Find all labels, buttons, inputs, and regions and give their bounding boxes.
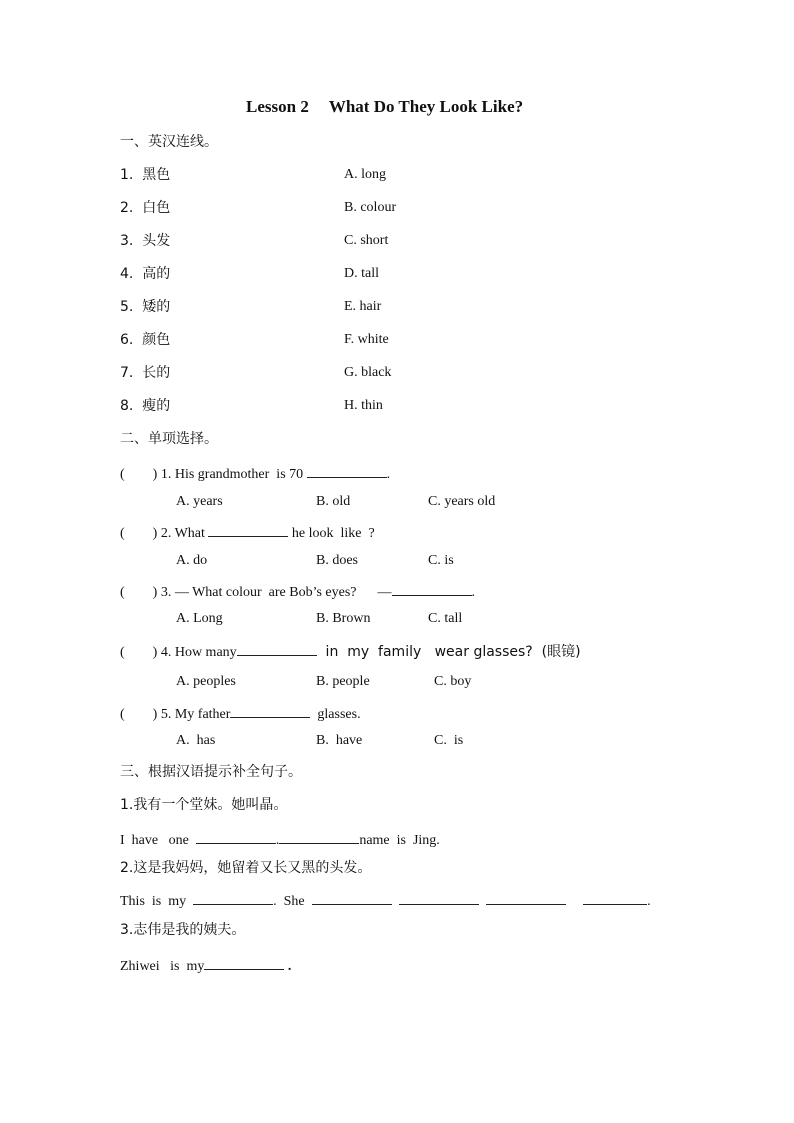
question-text-end: in my family wear glasses? (眼镜) — [316, 644, 581, 660]
question-text: 3. — What colour are Bob’s eyes? — — [160, 585, 392, 600]
fill-2-prompt: 2.这是我妈妈，她留着又长又黑的头发。 — [120, 860, 372, 876]
question-text-end: he look like ? — [288, 526, 375, 541]
mc-question-5 — [120, 703, 361, 724]
q1-option-a: A. years — [176, 494, 223, 509]
match-left-4: 4. 高的 — [120, 266, 171, 282]
mc-question-2 — [120, 522, 375, 543]
question-text: 1. His grandmother is 70 — [160, 467, 307, 482]
question-text: 4. How many — [160, 645, 237, 660]
fill-1-sentence — [120, 829, 440, 850]
answer-blank[interactable] — [399, 890, 479, 905]
match-right-d: D. tall — [344, 266, 379, 281]
sentence-text: Zhiwei is my — [120, 959, 205, 974]
mc-question-4 — [120, 641, 581, 662]
q3-option-a: A. Long — [176, 611, 223, 626]
match-left-7: 7. 长的 — [120, 365, 171, 381]
match-left-6: 6. 颜色 — [120, 332, 171, 348]
match-left-3: 3. 头发 — [120, 233, 171, 249]
answer-blank[interactable] — [392, 581, 472, 596]
answer-blank[interactable] — [583, 890, 647, 905]
section-3-heading: 三、根据汉语提示补全句子。 — [120, 764, 302, 780]
answer-blank[interactable] — [193, 890, 273, 905]
mc-question-1 — [120, 463, 390, 484]
q2-option-c: C. is — [428, 553, 454, 568]
q4-option-b: B. people — [316, 674, 370, 689]
sentence-text: . — [275, 833, 280, 848]
q5-option-c: C. is — [434, 733, 464, 748]
match-right-c: C. short — [344, 233, 389, 248]
q5-option-a: A. has — [176, 733, 216, 748]
question-text-end: . — [386, 467, 391, 482]
page-title — [246, 97, 523, 117]
lesson-number: Lesson 2 — [246, 97, 309, 116]
answer-paren[interactable]: ( ) — [120, 645, 158, 660]
q1-option-b: B. old — [316, 494, 351, 509]
answer-blank[interactable] — [196, 829, 276, 844]
sentence-text: name is Jing. — [359, 833, 440, 848]
q3-option-c: C. tall — [428, 611, 463, 626]
answer-paren[interactable]: ( ) — [120, 467, 158, 482]
answer-blank[interactable] — [279, 829, 359, 844]
mc-question-3 — [120, 581, 475, 602]
sentence-text: . She — [273, 894, 312, 909]
question-text-end: . — [471, 585, 476, 600]
lesson-name: What Do They Look Like? — [328, 97, 524, 116]
answer-blank[interactable] — [237, 641, 317, 656]
match-right-a: A. long — [344, 167, 386, 182]
question-text-end: glasses. — [310, 707, 361, 722]
match-right-f: F. white — [344, 332, 389, 347]
sentence-text: . — [647, 894, 651, 909]
match-left-1: 1. 黑色 — [120, 167, 171, 183]
fill-3-sentence — [120, 955, 291, 976]
match-right-h: H. thin — [344, 398, 383, 413]
match-right-g: G. black — [344, 365, 392, 380]
q4-option-a: A. peoples — [176, 674, 236, 689]
q4-option-c: C. boy — [434, 674, 472, 689]
match-right-e: E. hair — [344, 299, 382, 314]
answer-paren[interactable]: ( ) — [120, 707, 158, 722]
q5-option-b: B. have — [316, 733, 363, 748]
answer-blank[interactable] — [486, 890, 566, 905]
answer-blank[interactable] — [230, 703, 310, 718]
fill-3-prompt: 3.志伟是我的姨夫。 — [120, 922, 246, 938]
match-left-2: 2. 白色 — [120, 200, 171, 216]
q2-option-b: B. does — [316, 553, 358, 568]
sentence-text: This is my — [120, 894, 194, 909]
section-1-heading: 一、英汉连线。 — [120, 134, 218, 150]
question-text: 5. My father — [160, 707, 231, 722]
section-2-heading: 二、单项选择。 — [120, 431, 218, 447]
sentence-text: . — [287, 959, 292, 974]
answer-blank[interactable] — [312, 890, 392, 905]
match-right-b: B. colour — [344, 200, 397, 215]
fill-1-prompt: 1.我有一个堂妹。她叫晶。 — [120, 797, 288, 813]
q3-option-b: B. Brown — [316, 611, 371, 626]
question-text: 2. What — [160, 526, 209, 541]
answer-paren[interactable]: ( ) — [120, 585, 158, 600]
answer-blank[interactable] — [307, 463, 387, 478]
fill-2-sentence — [120, 890, 651, 911]
match-left-8: 8. 瘦的 — [120, 398, 171, 414]
q1-option-c: C. years old — [428, 494, 496, 509]
q2-option-a: A. do — [176, 553, 208, 568]
match-left-5: 5. 矮的 — [120, 299, 171, 315]
answer-paren[interactable]: ( ) — [120, 526, 158, 541]
sentence-text: I have one — [120, 833, 196, 848]
answer-blank[interactable] — [208, 522, 288, 537]
answer-blank[interactable] — [204, 955, 284, 970]
